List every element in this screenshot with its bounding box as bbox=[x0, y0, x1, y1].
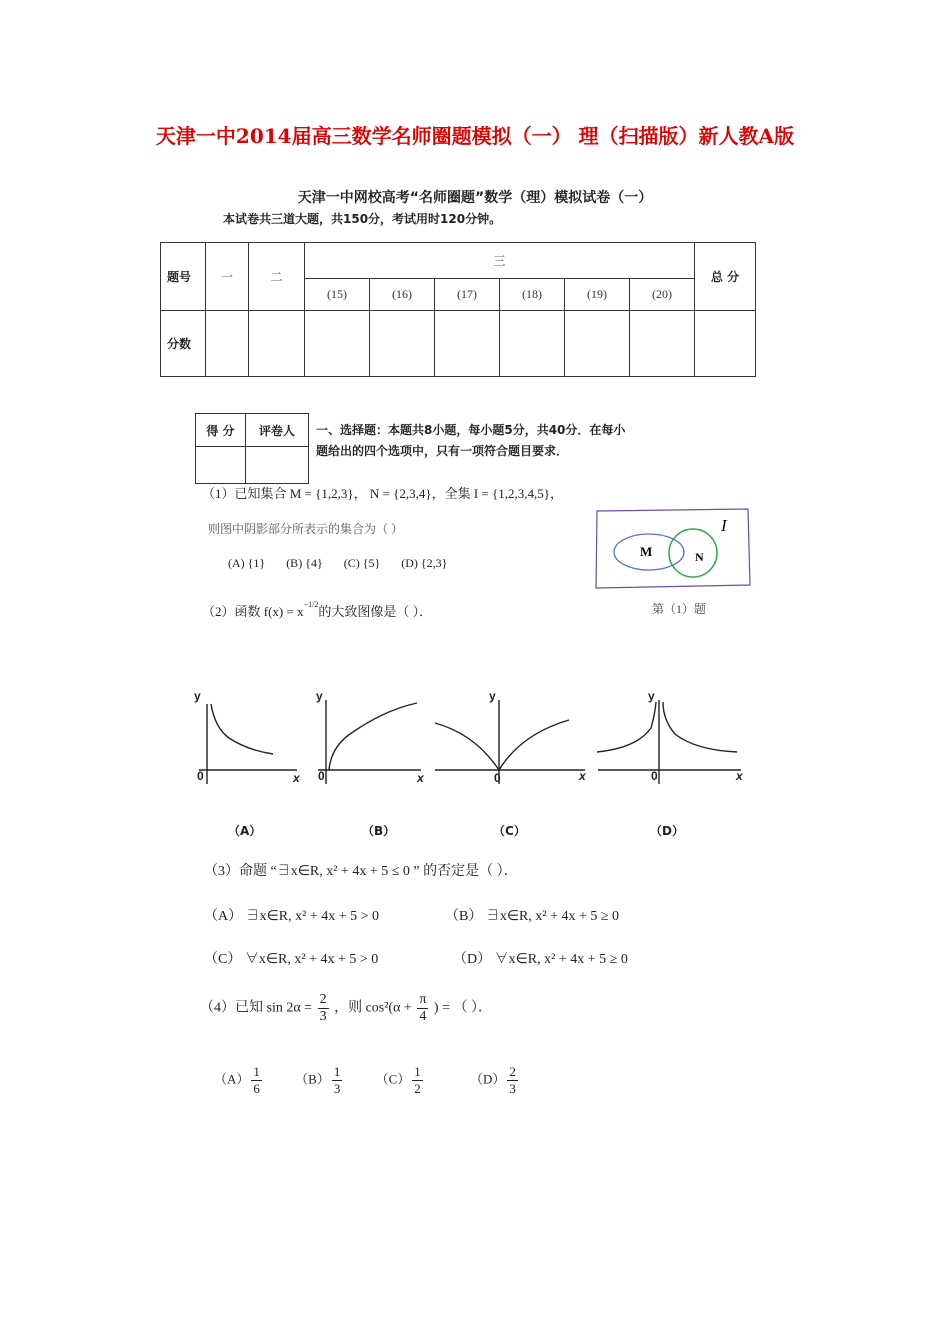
score-cell[interactable] bbox=[206, 311, 249, 377]
score-cell[interactable] bbox=[565, 311, 630, 377]
graph-c-y-label: y bbox=[489, 689, 496, 703]
q1-question: 则图中阴影部分所表示的集合为（ ） bbox=[208, 522, 404, 536]
subcol-19: (19) bbox=[565, 279, 630, 311]
graph-a-origin: 0 bbox=[197, 769, 204, 783]
score-cell[interactable] bbox=[370, 311, 435, 377]
section-1-heading: 一、选择题：本题共8小题，每小题5分，共40分．在每小 题给出的四个选项中，只有一项符合题目要求． bbox=[316, 423, 626, 458]
graph-d bbox=[597, 700, 741, 784]
q3-option-c[interactable]: （C） ∀x∈R, x² + 4x + 5 > 0 bbox=[204, 952, 379, 967]
universe-rectangle bbox=[596, 509, 750, 588]
set-m-label: M bbox=[640, 544, 653, 559]
q2-graphs bbox=[185, 680, 765, 795]
q3-option-a[interactable]: （A） ∃x∈R, x² + 4x + 5 > 0 bbox=[204, 909, 380, 924]
q4-option-c[interactable]: （C） $\frac{1}{2}$ bbox=[375, 1064, 421, 1096]
exam-note: 本试卷共三道大题，共150分，考试用时120分钟。 bbox=[223, 212, 502, 226]
graph-a-label[interactable]: （A） bbox=[228, 824, 262, 838]
graph-c-x-label: x bbox=[579, 769, 586, 783]
exam-title: 天津一中网校高考“名师圈题”数学（理）模拟试卷（一） bbox=[297, 190, 653, 206]
grader-score-cell[interactable] bbox=[196, 447, 246, 484]
grader-name-cell[interactable] bbox=[245, 447, 308, 484]
graph-d-origin: 0 bbox=[651, 769, 658, 783]
q3-stem: （3）命题 “∃x∈R, x² + 4x + 5 ≤ 0 ” 的否定是（ ）． bbox=[204, 864, 518, 879]
grader-name-label: 评卷人 bbox=[245, 414, 308, 447]
q4-given-fraction: $\frac{2}{3}$ bbox=[319, 992, 327, 1024]
col-section-1: 一 bbox=[206, 243, 249, 311]
row-label-number: 题号 bbox=[161, 243, 206, 311]
venn-caption: 第（1）题 bbox=[652, 602, 707, 616]
graph-d-x-label: x bbox=[736, 769, 743, 783]
col-total: 总 分 bbox=[695, 243, 756, 311]
q3-option-d[interactable]: （D） ∀x∈R, x² + 4x + 5 ≥ 0 bbox=[453, 952, 628, 967]
graph-d-y-label: y bbox=[648, 689, 655, 703]
graph-b-y-label: y bbox=[316, 689, 323, 703]
q4-option-b[interactable]: （B） $\frac{1}{3}$ bbox=[295, 1064, 341, 1096]
graph-a bbox=[199, 704, 297, 784]
q1-option-b[interactable]: (B) {4} bbox=[286, 556, 323, 570]
q4-stem: （4）已知 sin 2α = $\frac{2}{3}$ ，则 cos²(α + $\frac{\pi}{4}$ ) = （ ）． bbox=[200, 992, 492, 1024]
graph-b bbox=[318, 700, 421, 784]
venn-diagram bbox=[590, 505, 755, 595]
q4-pi-fraction: $\frac{\pi}{4}$ bbox=[419, 992, 427, 1024]
graph-a-y-label: y bbox=[194, 689, 201, 703]
graph-b-label[interactable]: （B） bbox=[362, 824, 396, 838]
subcol-17: (17) bbox=[435, 279, 500, 311]
graph-b-x-label: x bbox=[417, 771, 424, 785]
set-n-label: N bbox=[695, 550, 704, 564]
subcol-15: (15) bbox=[305, 279, 370, 311]
q4-option-a[interactable]: （A） $\frac{1}{6}$ bbox=[214, 1064, 260, 1096]
row-label-score: 分数 bbox=[161, 311, 206, 377]
grader-score-label: 得 分 bbox=[196, 414, 246, 447]
graph-c bbox=[435, 700, 585, 784]
subcol-16: (16) bbox=[370, 279, 435, 311]
score-cell[interactable] bbox=[435, 311, 500, 377]
col-section-3: 三 bbox=[305, 243, 695, 279]
graph-c-origin: 0 bbox=[494, 771, 501, 785]
graph-d-label[interactable]: （D） bbox=[650, 824, 684, 838]
score-cell[interactable] bbox=[305, 311, 370, 377]
q4-options bbox=[214, 1064, 520, 1097]
score-cell[interactable] bbox=[249, 311, 305, 377]
graph-a-x-label: x bbox=[293, 771, 300, 785]
set-n-circle bbox=[669, 529, 717, 577]
q1-stem: （1）已知集合 M = {1,2,3}， N = {2,3,4}，全集 I = {1,2,3,4,5}， bbox=[202, 486, 563, 501]
score-cell[interactable] bbox=[500, 311, 565, 377]
q2-stem: （2）函数 $f(x) = x^{-1/2}$的大致图像是（ ）． bbox=[202, 599, 433, 619]
score-table bbox=[160, 242, 756, 377]
grader-box bbox=[195, 413, 309, 484]
col-section-2: 二 bbox=[249, 243, 305, 311]
score-cell[interactable] bbox=[630, 311, 695, 377]
q3-option-b[interactable]: （B） ∃x∈R, x² + 4x + 5 ≥ 0 bbox=[445, 909, 620, 924]
document-title: 天津一中2014届高三数学名师圈题模拟（一） 理（扫描版）新人教A版 bbox=[155, 124, 795, 148]
graph-b-origin: 0 bbox=[318, 769, 325, 783]
q1-option-d[interactable]: (D) {2,3} bbox=[401, 556, 448, 570]
q1-option-a[interactable]: (A) {1} bbox=[228, 556, 266, 570]
q4-option-d[interactable]: （D） $\frac{2}{3}$ bbox=[469, 1064, 516, 1096]
q1-options bbox=[228, 556, 465, 571]
subcol-20: (20) bbox=[630, 279, 695, 311]
graph-c-label[interactable]: （C） bbox=[493, 824, 526, 838]
score-cell[interactable] bbox=[695, 311, 756, 377]
universe-label: I bbox=[721, 516, 727, 535]
q1-option-c[interactable]: (C) {5} bbox=[343, 556, 381, 570]
subcol-18: (18) bbox=[500, 279, 565, 311]
